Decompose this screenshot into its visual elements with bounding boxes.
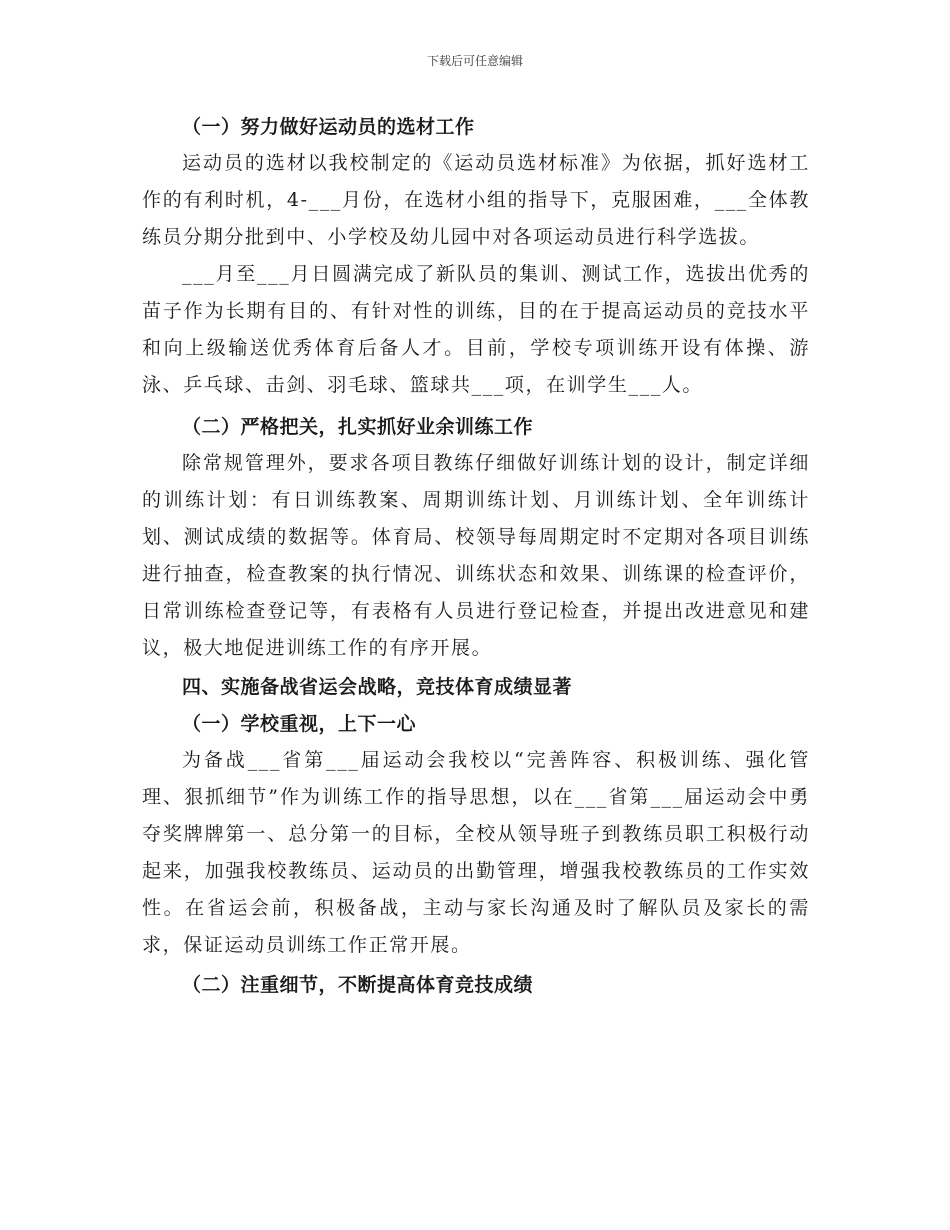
document-body	[142, 110, 810, 1003]
section-heading: （二）严格把关，扎实抓好业余训练工作	[182, 416, 534, 438]
chapter-heading: 四、实施备战省运会战略，竞技体育成绩显著	[182, 676, 573, 698]
body-paragraph: 除常规管理外，要求各项目教练仔细做好训练计划的设计，制定详细的训练计划：有日训练教案、周期训练计划、月训练计划、全年训练计划、测试成绩的数据等。体育局、校领导每周期定时不定期对各项目训练进行抽查，检查教案的执行情况、训练状态和效果、训练课的检查评价，日常训练检查登记等，有表格有人员进行登记检查，并提出改进意见和建议，极大地促进训练工作的有序开展。	[142, 452, 810, 659]
page-header: 下载后可任意编辑	[426, 54, 523, 68]
body-paragraph: 运动员的选材以我校制定的《运动员选材标准》为依据，抓好选材工作的有利时机，4-___月份，在选材小组的指导下，克服困难，___全体教练员分期分批到中、小学校及幼儿园中对各项运动员进行科学选拔。	[142, 152, 810, 248]
section-heading: （一）努力做好运动员的选材工作	[182, 116, 475, 138]
body-paragraph: 为备战___省第___届运动会我校以“完善阵容、积极训练、强化管理、狠抓细节”作为训练工作的指导思想，以在___省第___届运动会中勇夺奖牌牌第一、总分第一的目标，全校从领导班子到教练员职工积极行动起来，加强我校教练员、运动员的出勤管理，增强我校教练员的工作实效性。在省运会前，积极备战，主动与家长沟通及时了解队员及家长的需求，保证运动员训练工作正常开展。	[142, 749, 810, 956]
section-heading: （二）注重细节，不断提高体育竞技成绩	[182, 974, 534, 996]
body-paragraph: ___月至___月日圆满完成了新队员的集训、测试工作，选拔出优秀的苗子作为长期有目的、有针对性的训练，目的在于提高运动员的竞技水平和向上级输送优秀体育后备人才。目前，学校专项训练开设有体操、游泳、乒乓球、击剑、羽毛球、篮球共___项，在训学生___人。	[142, 263, 810, 396]
section-heading: （一）学校重视，上下一心	[182, 713, 417, 735]
